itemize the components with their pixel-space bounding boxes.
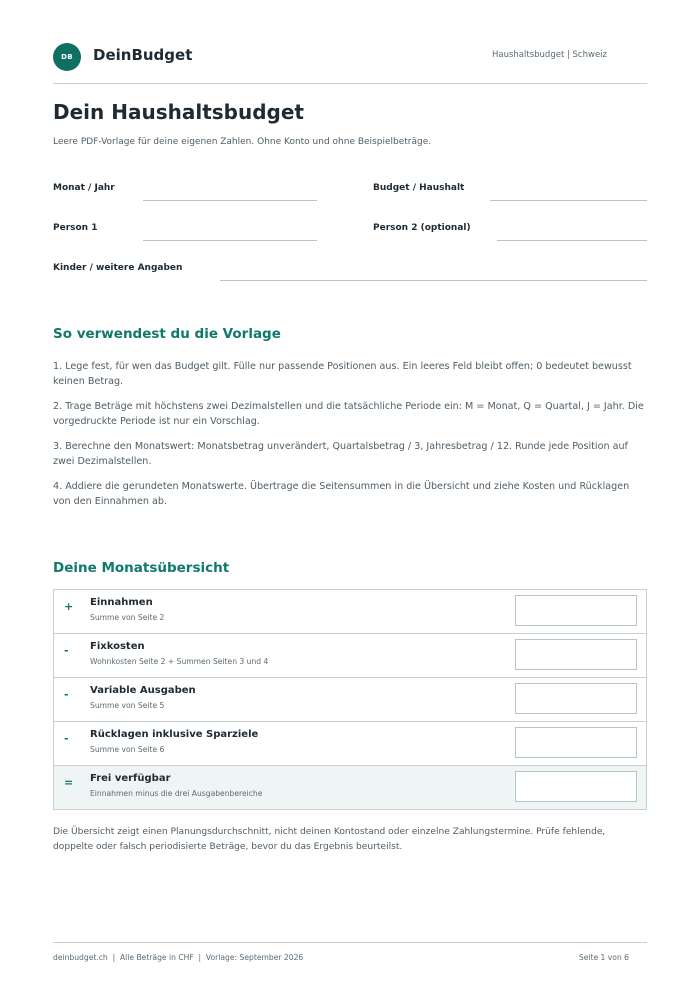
instruction-step-1: 1. Lege fest, für wen das Budget gilt. Fülle nur passende Positionen aus. Ein leeres Feld bleibt offen; 0 bedeutet bewusst keinen Betrag. bbox=[53, 361, 632, 387]
brand-name: DeinBudget bbox=[93, 46, 193, 64]
row-title: Variable Ausgaben bbox=[90, 685, 196, 696]
row-title: Fixkosten bbox=[90, 641, 145, 652]
row-title: Einnahmen bbox=[90, 597, 153, 608]
instruction-step-4: 4. Addiere die gerundeten Monatswerte. Übertrage die Seitensummen in die Übersicht und ziehe Kosten und Rücklagen von den Einnahmen ab. bbox=[53, 481, 630, 507]
children-label: Kinder / weitere Angaben bbox=[53, 263, 183, 273]
person1-field[interactable] bbox=[143, 240, 317, 241]
income-amount-field[interactable] bbox=[515, 595, 637, 626]
page-subtitle: Leere PDF-Vorlage für deine eigenen Zahlen. Ohne Konto und ohne Beispielbeträge. bbox=[53, 137, 432, 147]
minus-symbol: - bbox=[64, 644, 69, 657]
overview-row-variable-expenses bbox=[54, 678, 646, 722]
instruction-step-3: 3. Berechne den Monatswert: Monatsbetrag unverändert, Quartalsbetrag / 3, Jahresbetrag / 12. Runde jede Position auf zwei Dezimalstellen. bbox=[53, 441, 628, 467]
row-subtitle: Summe von Seite 6 bbox=[90, 745, 165, 754]
plus-symbol: + bbox=[64, 600, 74, 613]
overview-row-reserves bbox=[54, 722, 646, 766]
page-number: Seite 1 von 6 bbox=[578, 953, 629, 962]
overview-row-income bbox=[54, 590, 646, 634]
fixed-costs-amount-field[interactable] bbox=[515, 639, 637, 670]
logo: DB bbox=[53, 43, 81, 71]
budget-household-label: Budget / Haushalt bbox=[373, 183, 465, 193]
row-subtitle: Einnahmen minus die drei Ausgabenbereiche bbox=[90, 789, 263, 798]
person2-label: Person 2 (optional) bbox=[373, 223, 471, 233]
month-year-label: Monat / Jahr bbox=[53, 183, 115, 193]
footer-info: deinbudget.ch | Alle Beträge in CHF | Vorlage: September 2026 bbox=[53, 953, 304, 962]
instruction-step-2: 2. Trage Beträge mit höchstens zwei Dezimalstellen und die tatsächliche Periode ein: M = Monat, Q = Quartal, J = Jahr. Die vorgedruckte Periode ist nur ein Vorschlag. bbox=[53, 401, 644, 427]
overview-table bbox=[53, 589, 647, 810]
instructions-heading: So verwendest du die Vorlage bbox=[53, 326, 281, 342]
row-subtitle: Summe von Seite 2 bbox=[90, 613, 165, 622]
overview-heading: Deine Monatsübersicht bbox=[53, 560, 230, 576]
available-amount-field[interactable] bbox=[515, 771, 637, 802]
children-field[interactable] bbox=[220, 280, 647, 281]
minus-symbol: - bbox=[64, 688, 69, 701]
row-title: Rücklagen inklusive Sparziele bbox=[90, 729, 259, 740]
page-title: Dein Haushaltsbudget bbox=[53, 100, 304, 124]
header-meta: Haushaltsbudget | Schweiz bbox=[492, 50, 607, 60]
month-year-field[interactable] bbox=[143, 200, 317, 201]
overview-row-fixed-costs bbox=[54, 634, 646, 678]
person2-field[interactable] bbox=[497, 240, 647, 241]
footer-divider bbox=[53, 942, 647, 943]
header-divider bbox=[53, 83, 647, 84]
equals-symbol: = bbox=[64, 776, 74, 789]
row-title: Frei verfügbar bbox=[90, 773, 171, 784]
budget-household-field[interactable] bbox=[490, 200, 647, 201]
overview-row-available bbox=[54, 766, 646, 809]
minus-symbol: - bbox=[64, 732, 69, 745]
row-subtitle: Summe von Seite 5 bbox=[90, 701, 165, 710]
person1-label: Person 1 bbox=[53, 223, 98, 233]
row-subtitle: Wohnkosten Seite 2 + Summen Seiten 3 und 4 bbox=[90, 657, 269, 666]
reserves-amount-field[interactable] bbox=[515, 727, 637, 758]
overview-note: Die Übersicht zeigt einen Planungsdurchschnitt, nicht deinen Kontostand oder einzelne Zahlungstermine. Prüfe fehlende, doppelte oder falsch periodisierte Beträge, bevor du das Ergebnis beurteilst. bbox=[53, 827, 606, 852]
variable-expenses-amount-field[interactable] bbox=[515, 683, 637, 714]
